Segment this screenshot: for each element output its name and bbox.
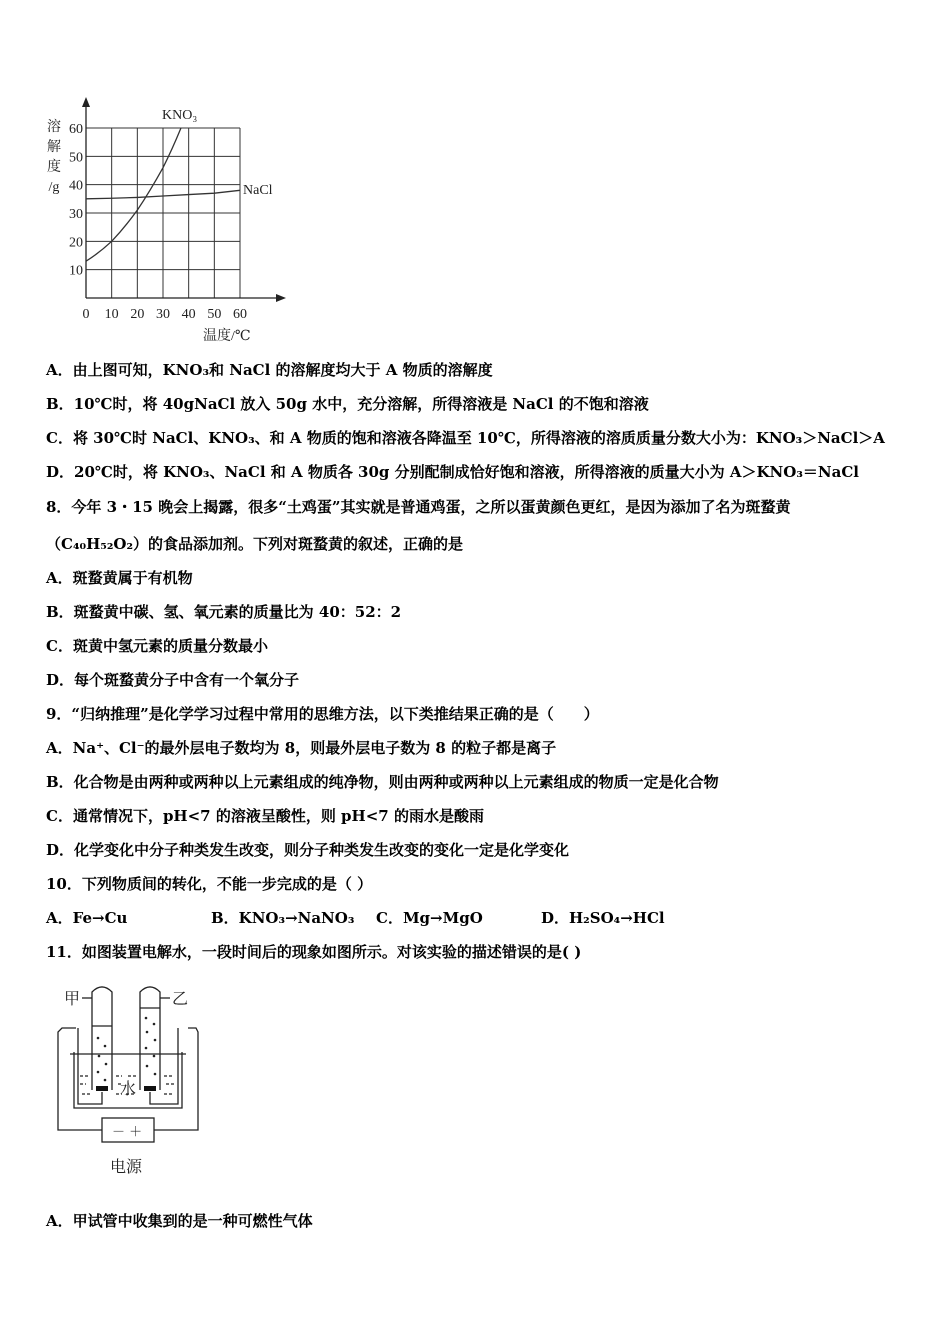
q8-stem-line2: （C₄₀H₅₂O₂）的食品添加剂。下列对斑蝥黄的叙述，正确的是 — [46, 535, 464, 553]
y-tick-label: 10 — [69, 263, 83, 279]
y-label-char: /g — [48, 180, 60, 195]
q10-option-d: D．H₂SO₄→HCl — [541, 909, 665, 927]
kno3-series-label: KNO₃ — [162, 108, 198, 123]
solubility-chart — [40, 95, 300, 350]
x-tick-label: 40 — [181, 307, 196, 322]
q9-option-a: A．Na⁺、Cl⁻的最外层电子数均为 8，则最外层电子数为 8 的粒子都是离子 — [46, 739, 557, 757]
x-tick-label: 50 — [207, 307, 222, 322]
y-tick-label: 20 — [69, 235, 83, 251]
q9-option-d: D．化学变化中分子种类发生改变，则分子种类发生改变的变化一定是化学变化 — [46, 841, 570, 859]
y-tick-labels — [69, 122, 83, 279]
q7-option-b: B．10℃时，将 40gNaCl 放入 50g 水中，充分溶解，所得溶液是 NaCl 的不饱和溶液 — [46, 395, 649, 413]
q8-option-b: B．斑蝥黄中碳、氢、氧元素的质量比为 40：52：2 — [46, 603, 402, 621]
x-tick-label: 0 — [82, 307, 90, 322]
y-label-char: 解 — [47, 140, 61, 155]
x-axis-label: 温度/℃ — [203, 329, 251, 344]
q11-option-a: A．甲试管中收集到的是一种可燃性气体 — [46, 1212, 313, 1230]
left-electrode-wire — [78, 1028, 102, 1104]
x-tick-label: 20 — [130, 307, 145, 322]
q8-option-d: D．每个斑蝥黄分子中含有一个氧分子 — [46, 671, 300, 689]
electrode-right — [144, 1086, 156, 1091]
y-axis-label — [47, 118, 61, 195]
q9-option-b: B．化合物是由两种或两种以上元素组成的纯净物，则由两种或两种以上元素组成的物质一定是化合物 — [46, 773, 719, 791]
q9-stem: 9．“归纳推理”是化学学习过程中常用的思维方法，以下类推结果正确的是（ ） — [46, 705, 599, 723]
chart-grid — [86, 128, 240, 298]
y-axis-arrow — [82, 97, 90, 107]
q7-option-c: C．将 30℃时 NaCl、KNO₃、和 A 物质的饱和溶液各降温至 10℃，所得溶液的溶质质量分数大小为：KNO₃＞NaCl＞A — [46, 429, 885, 447]
q8-option-c: C．斑黄中氢元素的质量分数最小 — [46, 637, 268, 655]
water-label: 水 — [120, 1079, 137, 1098]
q7-option-a: A．由上图可知，KNO₃和 NaCl 的溶解度均大于 A 物质的溶解度 — [46, 361, 493, 379]
q10-option-a: A．Fe→Cu — [46, 909, 128, 927]
y-tick-label: 30 — [69, 207, 83, 222]
power-label: 电源 — [110, 1157, 143, 1176]
q8-stem-line1: 8．今年 3・15 晚会上揭露，很多“土鸡蛋”其实就是普通鸡蛋，之所以蛋黄颜色更红，是因为添加了名为斑蝥黄 — [46, 498, 791, 516]
q10-option-b: B．KNO₃→NaNO₃ — [211, 909, 355, 927]
q10-option-c: C．Mg→MgO — [376, 909, 483, 927]
q9-option-c: C．通常情况下，pH<7 的溶液呈酸性，则 pH<7 的雨水是酸雨 — [46, 807, 484, 825]
left-wire — [58, 1028, 102, 1130]
q10-options — [46, 908, 846, 928]
tube-a-label: 甲 — [64, 989, 81, 1008]
tube-b-label: 乙 — [172, 989, 189, 1008]
q10-stem: 10．下列物质间的转化，不能一步完成的是（ ） — [46, 875, 373, 893]
electrode-left — [96, 1086, 108, 1091]
nacl-series-label: NaCl — [243, 183, 273, 198]
q11-stem: 11．如图装置电解水，一段时间后的现象如图所示。对该实验的描述错误的是( ) — [46, 943, 582, 961]
x-tick-labels — [83, 307, 248, 322]
q8-option-a: A．斑蝥黄属于有机物 — [46, 569, 193, 587]
x-tick-label: 60 — [233, 307, 247, 322]
y-tick-label: 40 — [69, 178, 83, 194]
x-tick-label: 30 — [156, 307, 170, 322]
x-tick-label: 10 — [104, 307, 119, 322]
y-tick-label: 50 — [69, 150, 83, 166]
tube-right — [140, 987, 160, 1090]
y-label-char: 溶 — [47, 120, 61, 135]
tube-left — [92, 987, 112, 1090]
x-axis-arrow — [276, 294, 286, 302]
y-tick-label: 60 — [69, 122, 83, 137]
q7-option-d: D．20℃时，将 KNO₃、NaCl 和 A 物质各 30g 分别配制成恰好饱和溶液，所得溶液的质量大小为 A＞KNO₃＝NaCl — [46, 463, 859, 481]
y-label-char: 度 — [47, 160, 61, 175]
power-terminals: － ＋ — [112, 1125, 143, 1140]
electrolysis-apparatus-figure — [52, 980, 212, 1180]
